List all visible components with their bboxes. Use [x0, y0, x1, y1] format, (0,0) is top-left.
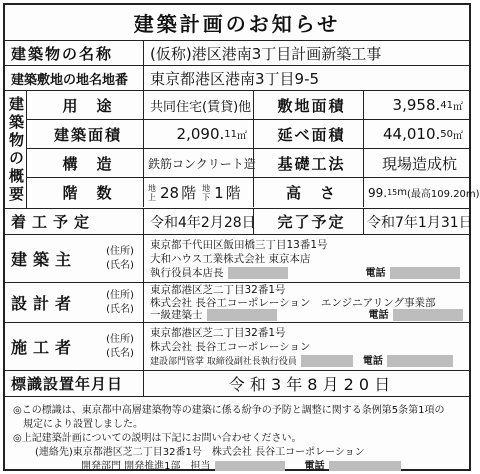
contractor-label: 施工者 [11, 338, 78, 357]
floor-area-label: 延べ面積 [253, 120, 363, 148]
overview-label: 建築物の概要 [5, 91, 27, 208]
designer-company: 株式会社 長谷工コーポレーション エンジニアリング事業部 [150, 296, 436, 309]
site-area-value: 3,958. 41 ㎡ [363, 91, 469, 119]
note-line-1: ◎この標識は、東京都中高層建築物等の建築に係る紛争の予防と調整に関する条例第5条第1項の [13, 405, 445, 416]
foundation-value: 現場造成杭 [363, 149, 469, 177]
row-posted [5, 371, 469, 397]
posted-label: 標識設置年月日 [11, 375, 124, 393]
row-schedule [5, 209, 473, 235]
designer-label: 設計者 [11, 294, 78, 313]
owner-details [143, 235, 469, 282]
designer-sublabels: (住所) (氏名) [106, 289, 134, 315]
note-line-2: 規定により設置しました。 [13, 419, 143, 430]
completion-value: 令和7年1月31日 [363, 209, 469, 234]
building-area-value: 2,090. 11 ㎡ [143, 120, 253, 148]
building-area-label: 建築面積 [53, 125, 122, 144]
owner-sublabels: (住所) (氏名) [106, 245, 134, 271]
row-contractor [5, 323, 469, 371]
completion-label: 完了予定 [253, 209, 363, 234]
row-owner [5, 235, 469, 283]
overview-row-structure [27, 149, 469, 178]
owner-company: 大和ハウス工業株式会社 東京本店 [150, 253, 311, 265]
notes-block [5, 397, 469, 472]
use-label: 用 途 [62, 96, 114, 115]
structure-label: 構 造 [62, 154, 114, 173]
designer-address: 東京都港区芝二丁目32番1号 [150, 284, 286, 296]
site-address-label: 建築敷地の地名地番 [11, 72, 129, 88]
floors-label: 階 数 [62, 184, 114, 202]
board-title: 建築計画のお知らせ [5, 5, 469, 41]
height-value: 99. 15 m (最高109.20m) [363, 178, 469, 207]
structure-value: 鉄筋コンクリート造 [143, 149, 253, 177]
start-value: 令和4年2月28日 [143, 209, 253, 234]
start-label: 着工予定 [11, 213, 96, 231]
site-address-value: 東京都港区港南3丁目9-5 [143, 66, 469, 90]
contractor-details [143, 323, 469, 370]
contractor-address: 東京都港区芝二丁目32番1号 [150, 327, 286, 339]
floor-area-value: 44,010. 50 ㎡ [363, 120, 469, 148]
building-name-value: (仮称)港区港南3丁目計画新築工事 [143, 41, 469, 65]
overview-block [5, 91, 480, 209]
height-label: 高 さ [253, 178, 363, 207]
note-line-3: ◎上記建築計画についての説明は下記にお問い合わせください。 [13, 433, 302, 444]
note-department: 開発部門 開発推進1部 担当 電話 [81, 457, 401, 472]
owner-address: 東京都千代田区飯田橋三丁目13番1号 [150, 239, 328, 251]
building-name-label: 建築物の名称 [11, 44, 114, 63]
contractor-sublabels: (住所) (氏名) [106, 333, 134, 359]
owner-officer: 執行役員本店長 電話 [150, 266, 469, 281]
use-value: 共同住宅(賃貸)他 [143, 91, 253, 119]
row-designer [5, 283, 469, 323]
floors-value: 地上 28 階 地下 1 階 [143, 178, 253, 207]
overview-row-area [27, 120, 469, 149]
note-contact: (連絡先)東京都港区芝二丁目32番1号 株式会社 長谷工コーポレーション [35, 447, 365, 458]
posted-value: 令 和 3 年 8 月 2 0 日 [143, 371, 469, 396]
row-site-address [5, 66, 469, 91]
notice-board [3, 3, 480, 472]
overview-row-use [27, 91, 469, 120]
designer-architect: 一級建築士 電話 [150, 309, 469, 323]
designer-details [143, 283, 469, 322]
foundation-label: 基礎工法 [253, 149, 363, 177]
row-building-name [5, 41, 469, 66]
contractor-company: 株式会社 長谷工コーポレーション [150, 341, 311, 353]
overview-row-floors [27, 178, 480, 207]
contractor-officer: 建設部門管掌 取締役副社長執行役員 電話 [150, 354, 469, 369]
site-area-label: 敷地面積 [253, 91, 363, 119]
owner-label: 建築主 [11, 250, 78, 269]
